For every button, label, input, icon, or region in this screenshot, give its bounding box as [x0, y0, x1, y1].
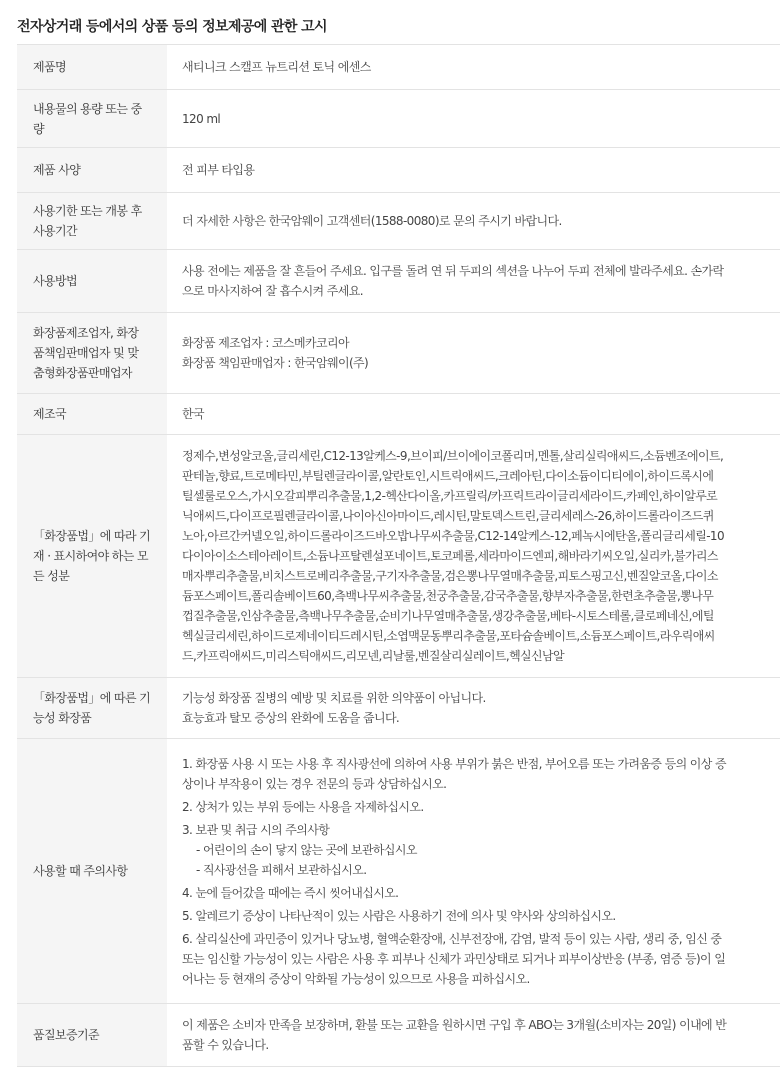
row-label: 「화장품법」에 따른 기 능성 화장품 — [17, 678, 167, 739]
row-value: 120 ml — [182, 111, 221, 126]
table-row — [17, 45, 780, 90]
row-value: 이 제품은 소비자 만족을 보장하며, 환불 또는 교환을 원하시면 구입 후 ABO는 3개월(소비자는 20일) 이내에 반 품할 수 있습니다. — [182, 1018, 727, 1052]
table-row — [17, 313, 780, 394]
row-value: 정제수,변성알코올,글리세린,C12-13알케스-9,브이피/브이에이코폴리머,멘톨,살리실릭애씨드,소듐벤조에이트, 판테놀,향료,트로메타민,부틸렌글라이콜,알란토인,시트릭애씨드,크레아틴,다이소듐이디티에이,하이드록시에 틸셀룰로오스,가시오갈피뿌리추출물,1,2-헥산다이올,카프릴릭/카프릭트라이글리세라이드,카페인,하이알루로 닉애씨드,다이프로필렌글라이콜,나이아신아마이드,레시틴,말토덱스트린,글리세레스-26,하이드롤라이즈드퀴 노아,아르간커넬오일,하이드롤라이즈드바오밥나무씨추출물,C12-14알케스-12,페녹시에탄올,폴리글리세릴-10 다이아이소스테아레이트,소듐나프탈렌설포네이트,토코페롤,세라마이드엔피,해바라기씨오일,실리카,불가리스 매자뿌리추출물,비치스트로베리추출물,구기자추출물,검은뽕나무열매추출물,피토스핑고신,벤질알코올,다이소 듐포스페이트,폴리솔베이트60,측백나무씨추출물,천궁추출물,감국추출물,향부자추출물,한련초추출물,뽕나무 껍질추출물,인삼추출물,측백나무추출물,순비기나무열매추출물,생강추출물,베타-시토스테롤,클로페네신,에틸 헥실글리세린,하이드로제네이티드레시틴,소엽맥문동뿌리추출물,포타슘솔베이트,소듐포스페이트,라우릭애씨 드,카프릭애씨드,미리스틱애씨드,리모넨,리날룰,벤질살리실레이트,헥실신남알 — [182, 449, 724, 663]
page-title: 전자상거래 등에서의 상품 등의 정보제공에 관한 고시 — [17, 19, 327, 35]
row-label: 제품 사양 — [17, 148, 167, 193]
row-label: 사용방법 — [17, 250, 167, 313]
row-value: 더 자세한 사항은 한국암웨이 고객센터(1588-0080)로 문의 주시기 바랍니다. — [182, 214, 562, 228]
product-info-table — [17, 44, 780, 1067]
row-value: 1. 화장품 사용 시 또는 사용 후 직사광선에 의하여 사용 부위가 붉은 반점, 부어오름 또는 가려움증 등의 이상 증 상이나 부작용이 있는 경우 전문의 등과 상담하십시오. 2. 상처가 있는 부위 등에는 사용을 자제하십시오. 3. 보관 및 취급 시의 주의사항 - 어린이의 손이 닿지 않는 곳에 보관하십시오 - 직사광선을 피해서 보관하십시오. 4. 눈에 들어갔을 때에는 즉시 씻어내십시오. 5. 알레르기 증상이 나타난적이 있는 사람은 사용하기 전에 의사 및 약사와 상의하십시오. 6. 살리실산에 과민증이 있거나 당뇨병, 혈액순환장애, 신부전장애, 감염, 발적 등이 있는 사람, 생리 중, 임신 중 또는 임신할 가능성이 있는 사람은 사용 후 피부나 신체가 과민상태로 되거나 피부이상반응 (부종, 염증 등)이 일 어나는 등 현재의 증상이 악화될 가능성이 있으므로 사용을 피하십시오. — [182, 756, 726, 986]
row-label: 제품명 — [17, 45, 167, 90]
table-row — [17, 678, 780, 739]
row-label: 화장품제조업자, 화장 품책임판매업자 및 맞 춤형화장품판매업자 — [17, 313, 167, 394]
table-row — [17, 90, 780, 148]
row-value: 기능성 화장품 질병의 예방 및 치료를 위한 의약품이 아닙니다. 효능효과 탈모 증상의 완화에 도움을 줍니다. — [182, 691, 486, 725]
row-value: 전 피부 타입용 — [182, 163, 255, 177]
row-value: 새티니크 스캘프 뉴트리션 토닉 에센스 — [182, 60, 371, 74]
table-row — [17, 394, 780, 435]
table-row — [17, 250, 780, 313]
row-value: 사용 전에는 제품을 잘 흔들어 주세요. 입구를 돌려 연 뒤 두피의 섹션을 나누어 두피 전체에 발라주세요. 손가락 으로 마사지하여 잘 흡수시켜 주세요. — [182, 264, 724, 298]
row-label: 내용물의 용량 또는 중 량 — [17, 90, 167, 148]
row-label: 사용할 때 주의사항 — [17, 739, 167, 1004]
table-row — [17, 435, 780, 678]
row-label: 품질보증기준 — [17, 1004, 167, 1067]
table-row — [17, 148, 780, 193]
row-label: 「화장품법」에 따라 기 재 · 표시하여야 하는 모 든 성분 — [17, 435, 167, 678]
table-row — [17, 193, 780, 250]
row-label: 사용기한 또는 개봉 후 사용기간 — [17, 193, 167, 250]
table-row — [17, 739, 780, 1004]
row-value: 화장품 제조업자 : 코스메카코리아 화장품 책임판매업자 : 한국암웨이(주) — [182, 336, 369, 370]
row-label: 제조국 — [17, 394, 167, 435]
row-value: 한국 — [182, 407, 204, 421]
table-row — [17, 1004, 780, 1067]
